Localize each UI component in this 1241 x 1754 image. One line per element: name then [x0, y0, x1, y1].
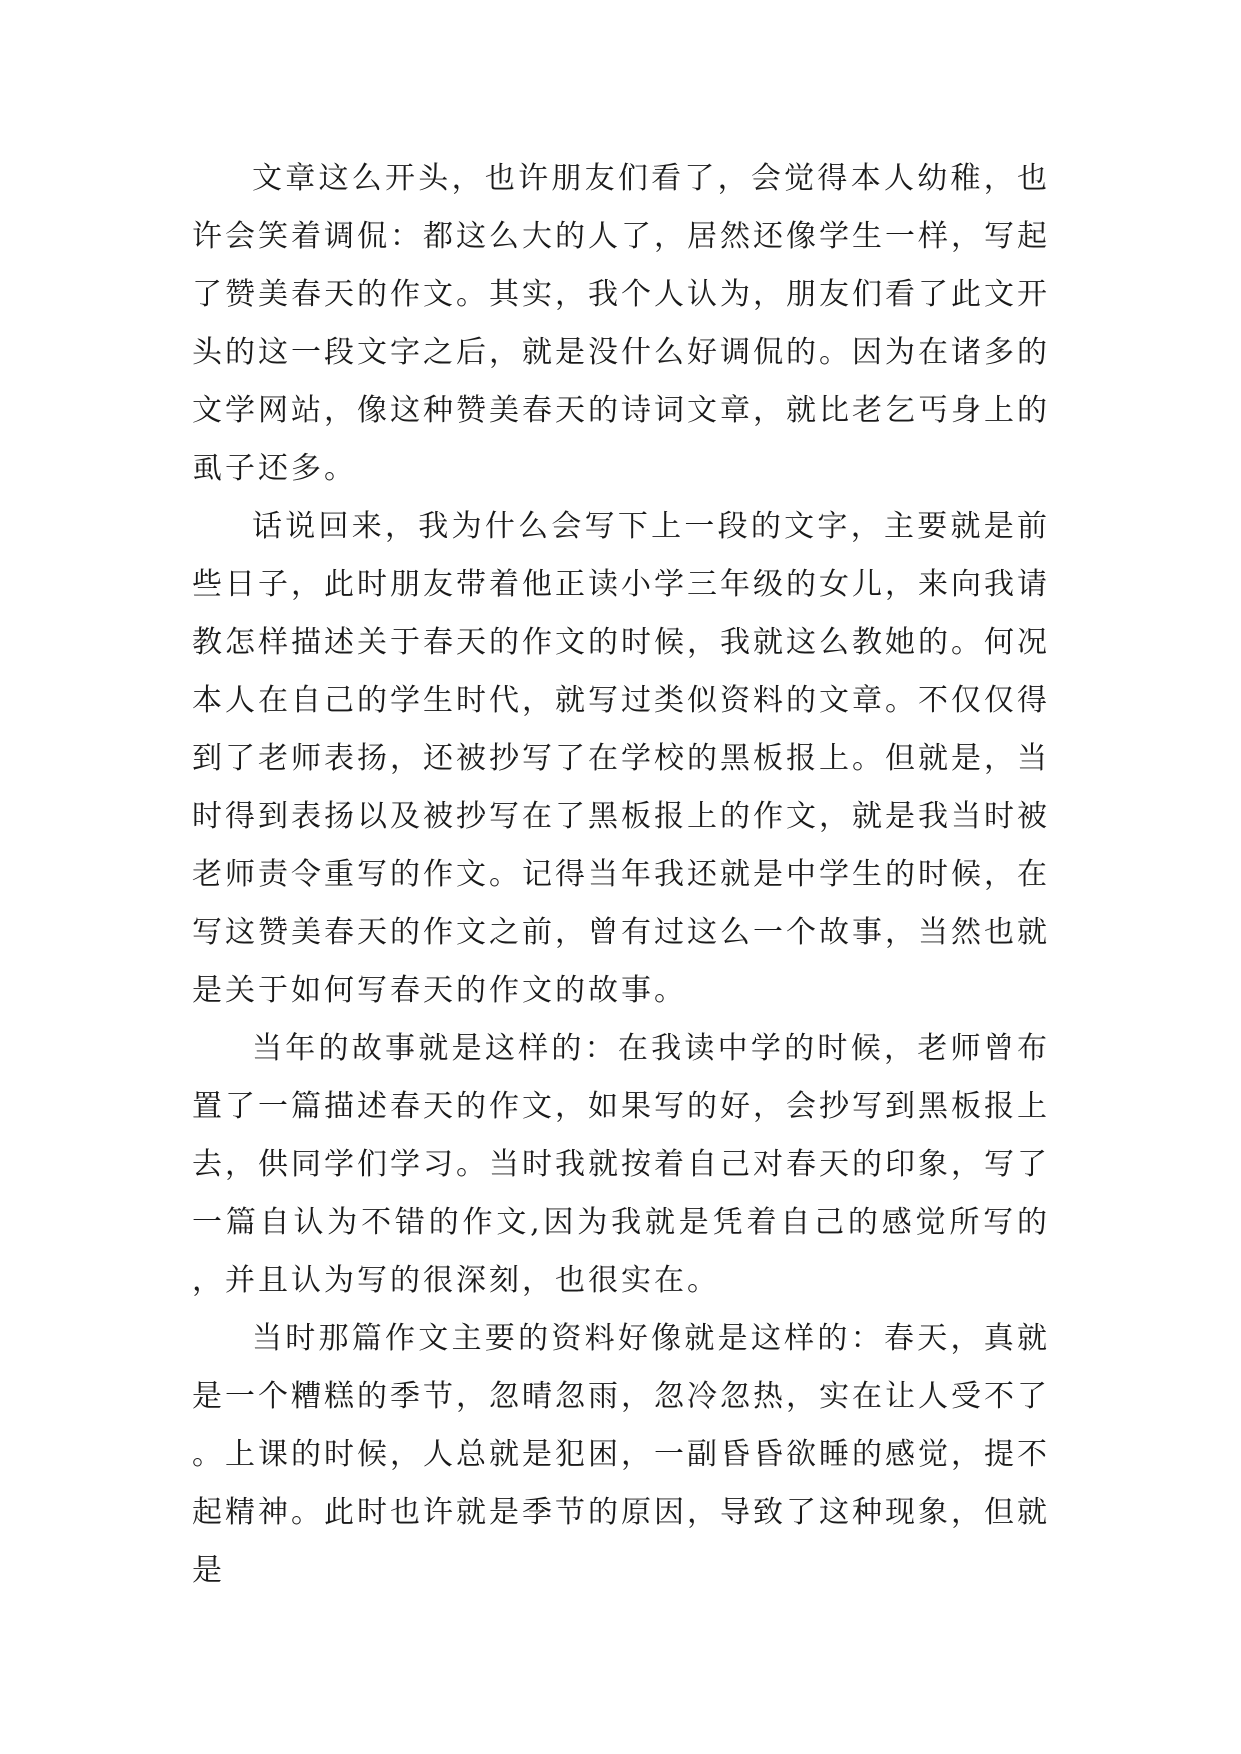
paragraph-2: 话说回来，我为什么会写下上一段的文字，主要就是前些日子，此时朋友带着他正读小学三年级的女儿，来向我请教怎样描述关于春天的作文的时候，我就这么教她的。何况本人在自己的学生时代，就写过类似资料的文章。不仅仅得到了老师表扬，还被抄写了在学校的黑板报上。但就是，当时得到表扬以及被抄写在了黑板报上的作文，就是我当时被老师责令重写的作文。记得当年我还就是中学生的时候，在写这赞美春天的作文之前，曾有过这么一个故事，当然也就是关于如何写春天的作文的故事。: [192, 509, 1050, 1008]
paragraph-3: 当年的故事就是这样的：在我读中学的时候，老师曾布置了一篇描述春天的作文，如果写的好，会抄写到黑板报上去，供同学们学习。当时我就按着自己对春天的印象，写了一篇自认为不错的作文,因为我就是凭着自己的感觉所写的，并且认为写的很深刻，也很实在。: [192, 1031, 1050, 1298]
paragraph-1: 文章这么开头，也许朋友们看了，会觉得本人幼稚，也许会笑着调侃：都这么大的人了，居然还像学生一样，写起了赞美春天的作文。其实，我个人认为，朋友们看了此文开头的这一段文字之后，就是没什么好调侃的。因为在诸多的文学网站，像这种赞美春天的诗词文章，就比老乞丐身上的虱子还多。: [192, 161, 1050, 486]
document-body: [192, 150, 1050, 1600]
paragraph-4: 当时那篇作文主要的资料好像就是这样的：春天，真就是一个糟糕的季节，忽晴忽雨，忽冷忽热，实在让人受不了。上课的时候，人总就是犯困，一副昏昏欲睡的感觉，提不起精神。此时也许就是季节的原因，导致了这种现象，但就是: [192, 1321, 1050, 1588]
